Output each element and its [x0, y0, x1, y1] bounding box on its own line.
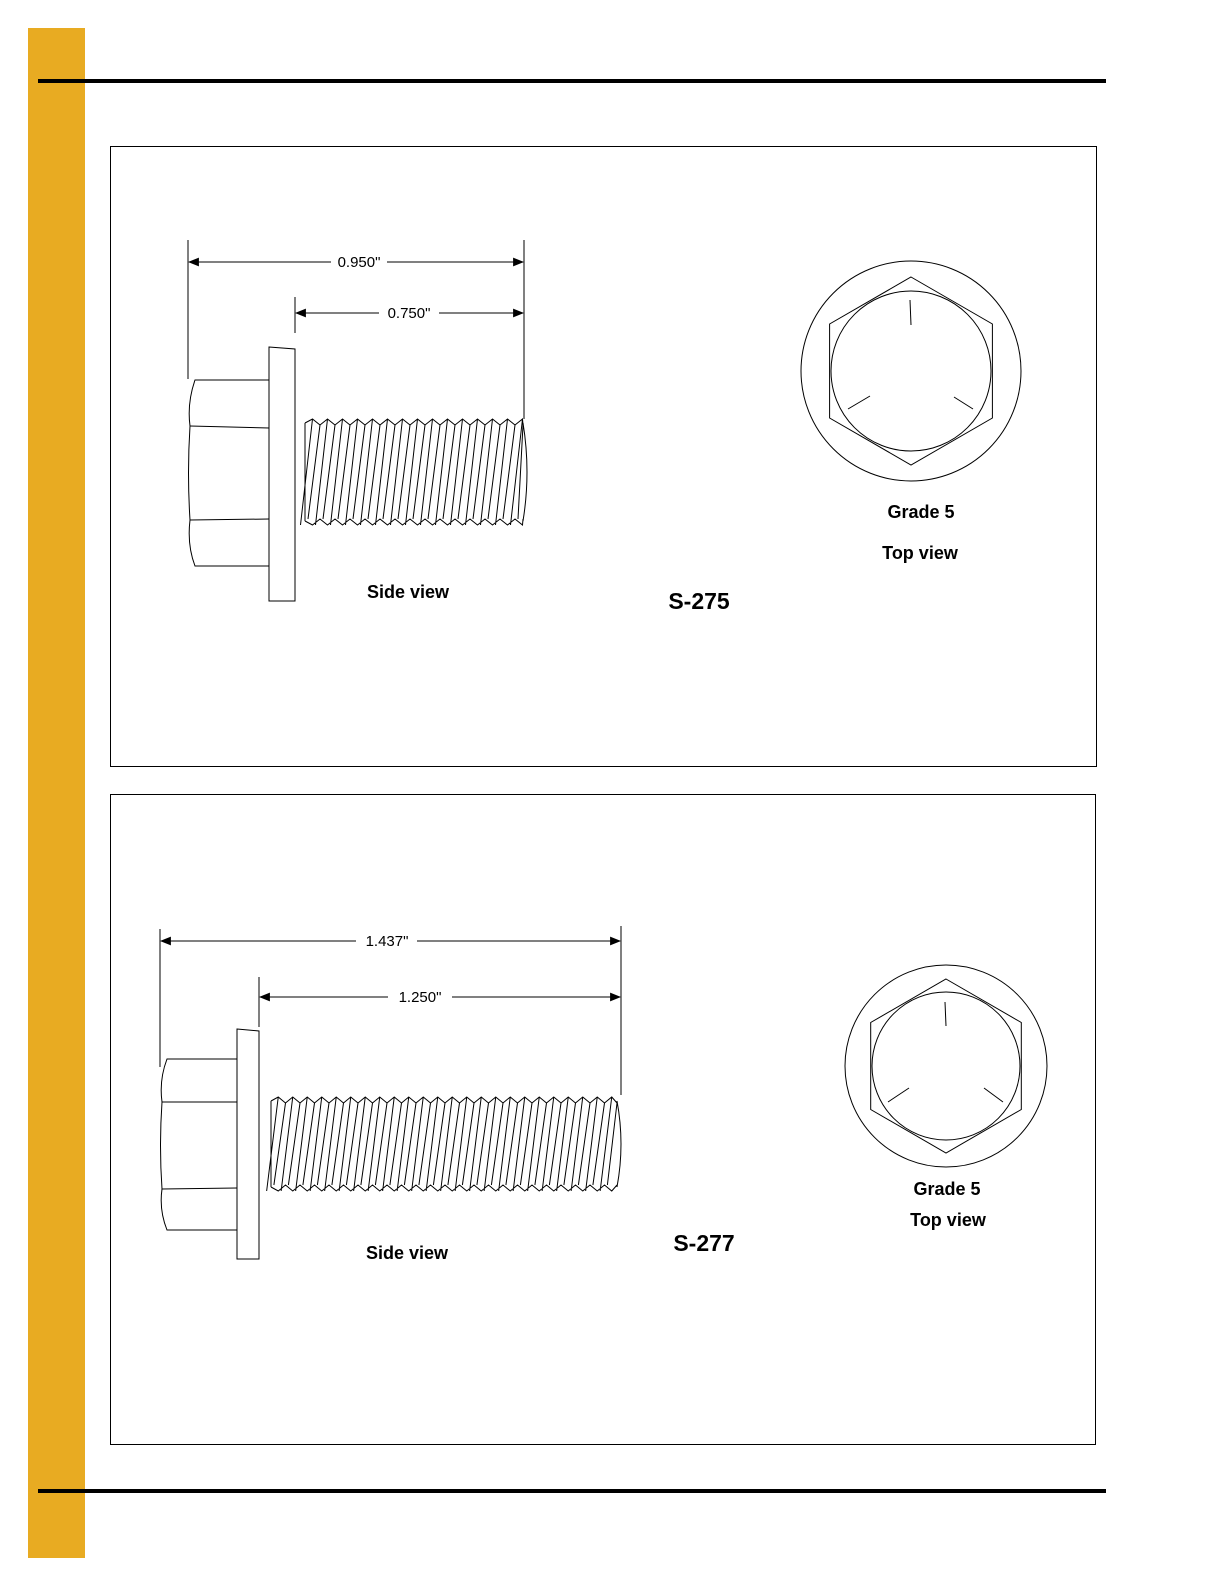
flange-outline	[801, 261, 1021, 481]
top-view-label: Top view	[882, 543, 958, 563]
dimension-overall-s275: 0.950"	[337, 254, 381, 271]
bolt-drawing-s277	[111, 795, 1097, 1446]
hex-head	[189, 380, 270, 566]
bolt-drawing-panel-s277	[110, 794, 1096, 1445]
part-number-s275: S-275	[668, 588, 730, 614]
grade-label: Grade 5	[913, 1179, 981, 1199]
hex-outline	[830, 277, 993, 465]
dimension-thread-s275: 0.750"	[387, 305, 431, 322]
hex-outline	[871, 979, 1022, 1153]
bolt-top-view-s275	[801, 261, 1021, 481]
flange-outline	[845, 965, 1047, 1167]
dimension-thread-s277: 1.250"	[398, 989, 442, 1006]
bolt-side-view-s275	[189, 347, 528, 601]
bolt-side-view-s277	[161, 1029, 622, 1259]
header-rule	[38, 79, 1106, 83]
threaded-shank	[267, 1097, 621, 1191]
bolt-drawing-s275	[111, 147, 1098, 768]
bolt-drawing-panel-s275	[110, 146, 1097, 767]
side-view-label: Side view	[366, 582, 450, 602]
flange-washer	[237, 1029, 259, 1259]
dimension-overall-s277: 1.437"	[365, 933, 409, 950]
bolt-top-view-s277	[845, 965, 1047, 1167]
top-view-label: Top view	[910, 1210, 986, 1230]
side-color-bar	[28, 28, 85, 1558]
part-number-s277: S-277	[673, 1230, 735, 1256]
threaded-shank	[301, 419, 528, 525]
flange-washer	[269, 347, 295, 601]
side-view-label: Side view	[365, 1243, 449, 1263]
footer-rule	[38, 1489, 1106, 1493]
hex-head	[161, 1059, 238, 1230]
thread-lines	[301, 419, 528, 525]
thread-lines	[267, 1097, 621, 1191]
grade-label: Grade 5	[887, 502, 955, 522]
